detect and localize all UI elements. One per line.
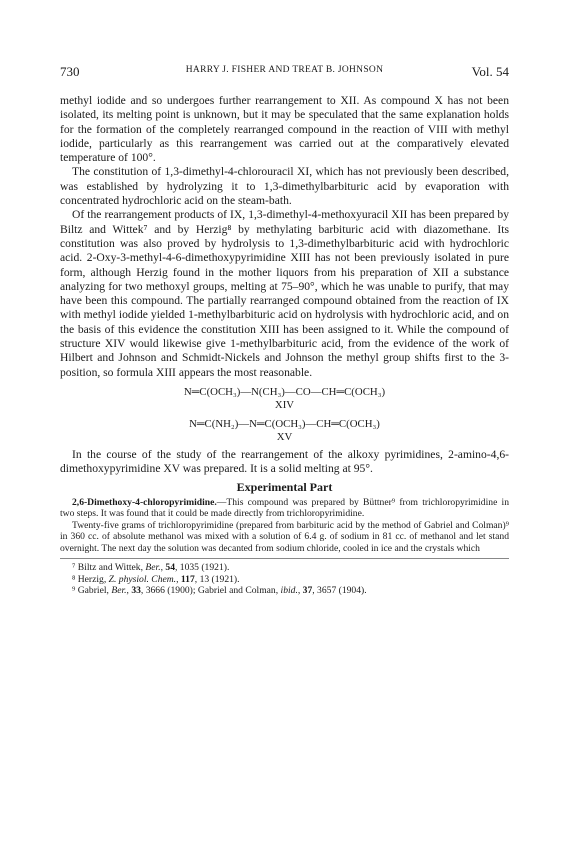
footnote-7-pages: , 1035 (1921). xyxy=(174,562,230,574)
formula-xv xyxy=(60,418,509,444)
paragraph-2: The constitution of 1,3-dimethyl-4-chlorouracil XI, which has not previously been described, was established by hydrolyzing it to 1,3-dimethylbarbituric acid by evaporation with concentrated hydrochloric acid on the steam-bath. xyxy=(60,165,509,208)
paragraph-1: methyl iodide and so undergoes further rearrangement to XII. As compound X has not been isolated, its melting point is unknown, but it may be speculated that the same explanation holds for the formation of the completely rearranged compound in the reaction of VIII with methyl iodide, particularly as this rearrangement was carried out at the comparatively elevated temperature of 100°. xyxy=(60,94,509,165)
footnote-9 xyxy=(60,585,509,597)
footnote-7-mark: ⁷ xyxy=(72,562,78,574)
footnote-7-authors: Biltz and Wittek, xyxy=(77,562,146,574)
footnote-9-sep-2: , xyxy=(297,585,303,597)
footnote-8-authors: Herzig, xyxy=(77,573,109,585)
formula-xiv-structure: N═C(OCH₃)—N(CH₃)—CO—CH═C(OCH₃) xyxy=(183,385,386,398)
experimental-paragraph-1 xyxy=(60,497,509,520)
footnote-9-volume: 33 xyxy=(131,585,141,597)
footnote-9-journal: Ber. xyxy=(111,585,127,597)
experimental-paragraph-2: Twenty-five grams of trichloropyrimidine (prepared from barbituric acid by the method of Gabriel and Colman)⁹ in 360 cc. of absolute methanol was mixed with a solution of 6.4 g. of sodium in 81 cc. of methanol and let stand overnight. The next day the solution was decanted from sodium chloride, cooled in ice and the crystals which xyxy=(60,519,509,554)
footnote-9-pages: , 3666 (1900); Gabriel and Colman, xyxy=(140,585,281,597)
volume-label: Vol. 54 xyxy=(471,64,509,79)
journal-page xyxy=(60,64,509,597)
formula-xv-label: XV xyxy=(276,430,293,443)
footnote-9-authors: Gabriel, xyxy=(77,585,112,597)
footnote-divider xyxy=(60,558,509,559)
formula-xv-structure: N═C(NH₂)—N═C(OCH₃)—CH═C(OCH₃) xyxy=(189,417,380,430)
compound-heading: 2,6-Dimethoxy-4-chloropyrimidine. xyxy=(72,496,217,508)
footnote-9-journal-2: ibid. xyxy=(280,585,298,597)
footnote-7-volume: 54 xyxy=(165,562,175,574)
footnote-9-mark: ⁹ xyxy=(72,585,78,597)
footnote-7-journal: Ber. xyxy=(145,562,161,574)
page-number: 730 xyxy=(60,64,80,79)
footnote-7-sep: , xyxy=(160,562,166,574)
footnote-8-sep: , xyxy=(176,573,181,585)
footnote-8 xyxy=(60,574,509,586)
formula-xiv-label: XIV xyxy=(274,398,295,411)
footnote-9-sep: , xyxy=(126,585,132,597)
section-title: Experimental Part xyxy=(236,479,333,494)
formula-xiv xyxy=(60,386,509,412)
experimental-paragraph-1-text: —This compound was prepared by Büttner⁹ from trichloropyrimidine in two steps. It was found that it could be made directly from trichloropyrimidine. xyxy=(60,496,509,520)
article-body xyxy=(60,94,509,597)
paragraph-3: Of the rearrangement products of IX, 1,3-dimethyl-4-methoxyuracil XII has been prepared by Biltz and Wittek⁷ and by Herzig⁸ by methylating barbituric acid with diazomethane. Its constitution was also proved by hydrolysis to 1,3-dimethylbarbituric acid with hydrochloric acid. 2-Oxy-3-methyl-4-6-dimethoxypyrimidine XIII has not been previously isolated in pure form, although Herzig found in the mother liquors from his preparation of XII a substance analyzing for two methoxyl groups, melting at 75–90°, which he was unable to purify, that may have been this compound. The partially rearranged compound obtained from the reaction of IX with methyl iodide yielded 1-methylbarbituric acid on hydrolysis with hydrochloric acid, and on the basis of this evidence the constitution XIII has been assigned to it. While the compound of structure XIV would likewise give 1-methylbarbituric acid, from the evidence of the work of Hilbert and Johnson and Schmidt-Nickels and Johnson the methyl group shifts first to the 3-position, so formula XIII appears the most reasonable. xyxy=(60,208,509,379)
footnote-7 xyxy=(60,562,509,574)
footnote-8-pages: , 13 (1921). xyxy=(194,573,240,585)
paragraph-4: In the course of the study of the rearrangement of the alkoxy pyrimidines, 2-amino-4,6-dimethoxypyrimidine XV was prepared. It is a solid melting at 95°. xyxy=(60,447,509,476)
footnote-8-volume: 117 xyxy=(180,573,195,585)
footnote-8-journal: Z. physiol. Chem. xyxy=(108,573,177,585)
footnote-9-pages-2: , 3657 (1904). xyxy=(312,585,367,597)
page-header xyxy=(60,64,509,82)
running-head-authors: HARRY J. FISHER AND TREAT B. JOHNSON xyxy=(185,65,384,75)
footnote-9-volume-2: 37 xyxy=(302,585,313,597)
footnote-8-mark: ⁸ xyxy=(72,573,78,585)
